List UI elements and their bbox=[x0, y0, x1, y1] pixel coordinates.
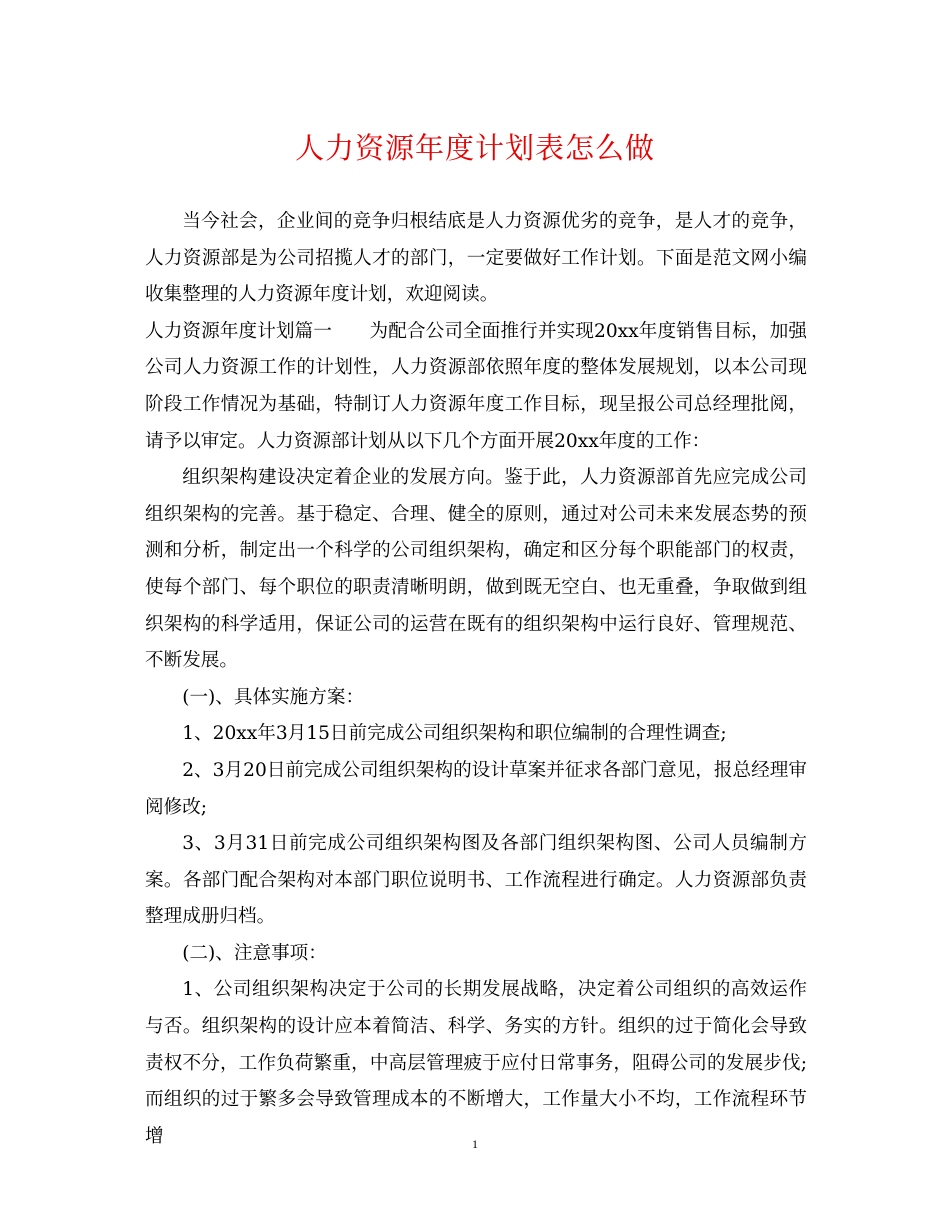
section-heading-implementation: (一)、具体实施方案： bbox=[182, 686, 365, 708]
paragraph-plan-one: 人力资源年度计划篇一 为配合公司全面推行并实现20xx年度销售目标，加强公司人力资源工作的计划性，人力资源部依照年度的整体发展规划，以本公司现阶段工作情况为基础，特制订人力资源年度工作目标，现呈报公司总经理批阅，请予以审定。人力资源部计划从以下几个方面开展20xx年度的工作： bbox=[145, 320, 807, 452]
list-item-step-3: 3、3月31日前完成公司组织架构图及各部门组织架构图、公司人员编制方案。各部门配合架构对本部门职位说明书、工作流程进行确定。人力资源部负责整理成册归档。 bbox=[145, 833, 807, 928]
document-body bbox=[145, 204, 807, 1155]
page-number: 1 bbox=[472, 1137, 478, 1151]
section-heading-notes: (二)、注意事项： bbox=[182, 942, 327, 964]
paragraph-intro: 当今社会，企业间的竞争归根结底是人力资源优劣的竞争，是人才的竞争，人力资源部是为公司招揽人才的部门，一定要做好工作计划。下面是范文网小编收集整理的人力资源年度计划，欢迎阅读。 bbox=[145, 211, 807, 306]
list-item-step-1: 1、20xx年3月15日前完成公司组织架构和职位编制的合理性调查; bbox=[182, 723, 727, 745]
list-item-step-2: 2、3月20日前完成公司组织架构的设计草案并征求各部门意见，报总经理审阅修改; bbox=[145, 759, 807, 818]
paragraph-org-structure: 组织架构建设决定着企业的发展方向。鉴于此，人力资源部首先应完成公司组织架构的完善。基于稳定、合理、健全的原则，通过对公司未来发展态势的预测和分析，制定出一个科学的公司组织架构，确定和区分每个职能部门的权责，使每个部门、每个职位的职责清晰明朗，做到既无空白、也无重叠，争取做到组织架构的科学适用，保证公司的运营在既有的组织架构中运行良好、管理规范、不断发展。 bbox=[145, 467, 807, 672]
document-title: 人力资源年度计划表怎么做 bbox=[294, 131, 655, 165]
list-item-note-1: 1、公司组织架构决定于公司的长期发展战略，决定着公司组织的高效运作与否。组织架构的设计应本着简洁、科学、务实的方针。组织的过于简化会导致责权不分，工作负荷繁重，中高层管理疲于应付日常事务，阻碍公司的发展步伐;而组织的过于繁多会导致管理成本的不断增大，工作量大小不均，工作流程环节增 bbox=[145, 979, 807, 1147]
